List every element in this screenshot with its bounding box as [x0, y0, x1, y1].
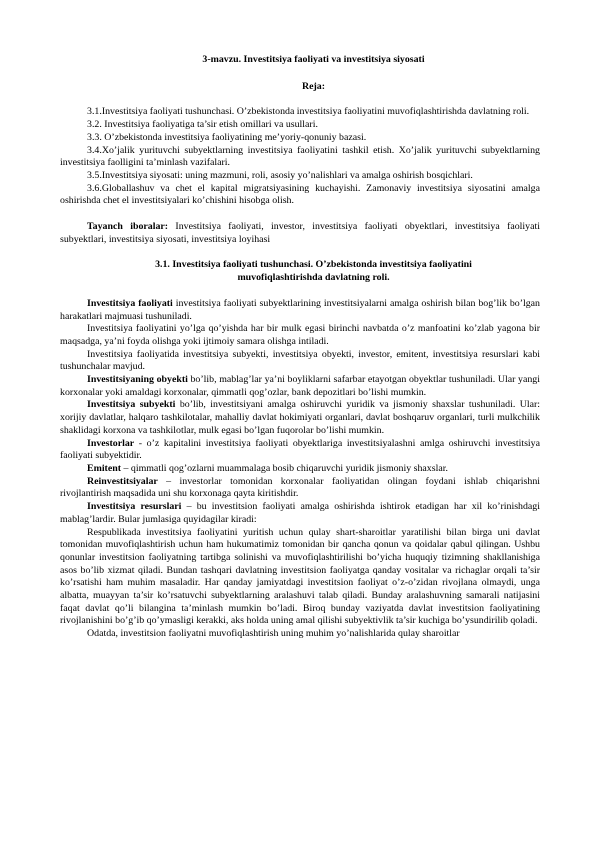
plan-item: 3.1.Investitsiya faoliyati tushunchasi. O’zbekistonda investitsiya faoliyatini muvofiqlashtirishda davlatning roli. — [87, 106, 530, 118]
paragraph: Investorlar - o’z kapitalini investitsiya faoliyati obyektlariga investitsiyalashni amlga oshiruvchi investitsiya faoliyati subyektidir. — [60, 437, 540, 462]
term: Investitsiyaning obyekti — [87, 374, 188, 386]
document-title: 3-mavzu. Investitsiya faoliyati va investitsiya siyosati — [202, 54, 425, 65]
term: Reinvestitsiyalar — [87, 475, 158, 487]
paragraph: Investitsiya faoliyati investitsiya faoliyati subyektlarining investitsiyalarni amalga oshirish bilan bog’lik bo’lgan harakatlari majmuasi tushuniladi. — [60, 297, 540, 322]
term: Investitsiya faoliyati — [87, 297, 173, 309]
paragraph: Emitent – qimmatli qog’ozlarni muammalaga bosib chiqaruvchi yuridik jismoniy shaxslar. — [87, 462, 448, 474]
keywords-block — [60, 221, 540, 246]
paragraph: Odatda, investitsion faoliyatni muvofiqlashtirish uning muhim yo’nalishlarida qulay sharoitlar — [87, 628, 460, 640]
paragraph: Investitsiya faoliyatini yo’lga qo’yishda har bir mulk egasi birinchi navbatda o’z manfoatini ko’zlab yagona bir maqsadga, ya’ni foyda olishga yoki ijtimoiy samara olishga intiladi. — [60, 323, 540, 347]
term: Investorlar — [87, 437, 135, 449]
plan-list — [60, 106, 540, 208]
plan-item: 3.6.Globallashuv va chet el kapital migratsiyasining kuchayishi. Zamonaviy investitsiya siyosatini amalga oshirishda chet el investitsiyalari ko’chishini hisobga olish. — [60, 182, 540, 207]
paragraph: Investitsiyaning obyekti bo’lib, mablag’lar ya’ni boyliklarni safarbar etayotgan obyektlar tushuniladi. Ular yangi korxonalar yoki amaldagi korxonalar, qimmatli qog’ozlar, bank depozitlari bo’lishi mumkin. — [60, 374, 540, 398]
plan-item: 3.3. O’zbekistonda investitsiya faoliyatining me’yoriy-qonuniy bazasi. — [87, 131, 367, 143]
document-page — [60, 54, 541, 641]
paragraph: Reinvestitsiyalar – investorlar tomonidan korxonalar faoliyatidan olingan foydani ishlab chiqarishni rivojlantirish maqsadida uni shu korxonaga qayta kiritishdir. — [60, 475, 540, 500]
paragraph: Respublikada investitsiya faoliyatini yuritish uchun qulay shart-sharoitlar yaratilishi bilan birga uni davlat tomonidan muvofiqlashtirish uchun ham hukumatimiz tomonidan bir qancha qonun va qoidalar qabul qilingan. Ushbu qonunlar investitsion faoliyatning tartibga solinishi va muvofiqlashtirilishi bo’yicha huquqiy tizimning shakllanishiga asos bo’lib xizmat qiladi. Bundan tashqari davlatning investitsion faoliyatga qanday vositalar va richaglar orqali ta’sir ko’rsatishi ham muhim masaladir. Har qanday jamiyatdagi investitsion faoliyat o’z-o’zidan rivojlana olmaydi, unga albatta, muayyan ta’sir ko’rsatuvchi subyektlarning aralashuvi talab qiladi. Bunday aralashuvning samarali natijasini faqat davlat qo’li bilangina ta’minlash mumkin bo’ladi. Biroq bunday vaziyatda davlat investitsion faoliyatining rivojlanishini bo’g’ib qo’ymasligi kerakki, aks holda uning amal qilishi subyektivlik ta’sir kuchiga bo’ysundirilib qoladi. — [60, 526, 540, 627]
term: Emitent — [87, 462, 122, 474]
plan-heading: Reja: — [301, 80, 326, 92]
section-body — [60, 298, 540, 641]
plan-item: 3.4.Xo’jalik yurituvchi subyektlarning investitsiya faoliyatini tashkil etish. Xo’jalik yurituvchi subyektlarning investitsiya faolligini ta’minlash vazifalari. — [60, 144, 540, 169]
paragraph: Investitsiya subyekti bo’lib, investitsiyani amalga oshiruvchi yuridik va jismoniy shaxslar tushuniladi. Ular: xorijiy davlatlar, halqaro tashkilotalar, mahalliy davlat hokimiyati organlari, davlat boshqaruv organlari, turli mulkchilik shaklidagi korxona va tashkilotlar, mulk egasi bo’lgan fuqorolar bo’lishi mumkin. — [60, 399, 541, 436]
plan-item: 3.2. Investitsiya faoliyatiga ta’sir etish omillari va usullari. — [87, 119, 318, 131]
keywords-label: Tayanch iboralar: — [87, 221, 169, 233]
paragraph: Investitsiya resurslari – bu investitsion faoliyati amalga oshirishda ishtirok etadigan har xil ko’rinishdagi mablag’lardir. Bular jumlasiga quyidagilar kiradi: — [60, 501, 540, 525]
paragraph: Investitsiya faoliyatida investitsiya subyekti, investitsiya obyekti, investor, emitent, investitsiya resurslari kabi tushunchalar mavjud. — [60, 348, 540, 373]
plan-item: 3.5.Investitsiya siyosati: uning mazmuni, roli, asosiy yo’nalishlari va amalga oshirish bosqichlari. — [87, 169, 473, 181]
term: Investitsiya resurslari — [87, 501, 182, 513]
term: Investitsiya subyekti — [87, 399, 176, 411]
section-heading: 3.1. Investitsiya faoliyati tushunchasi. O’zbekistonda investitsiya faoliyatini muvofiqlashtirishda davlatning roli. — [155, 259, 472, 284]
keywords-text: Investitsiya faoliyati, investor, investitsiya faoliyati obyektlari, investitsiya faoliyati subyektlari, investitsiya siyosati, investitsiya loyihasi — [60, 221, 540, 245]
